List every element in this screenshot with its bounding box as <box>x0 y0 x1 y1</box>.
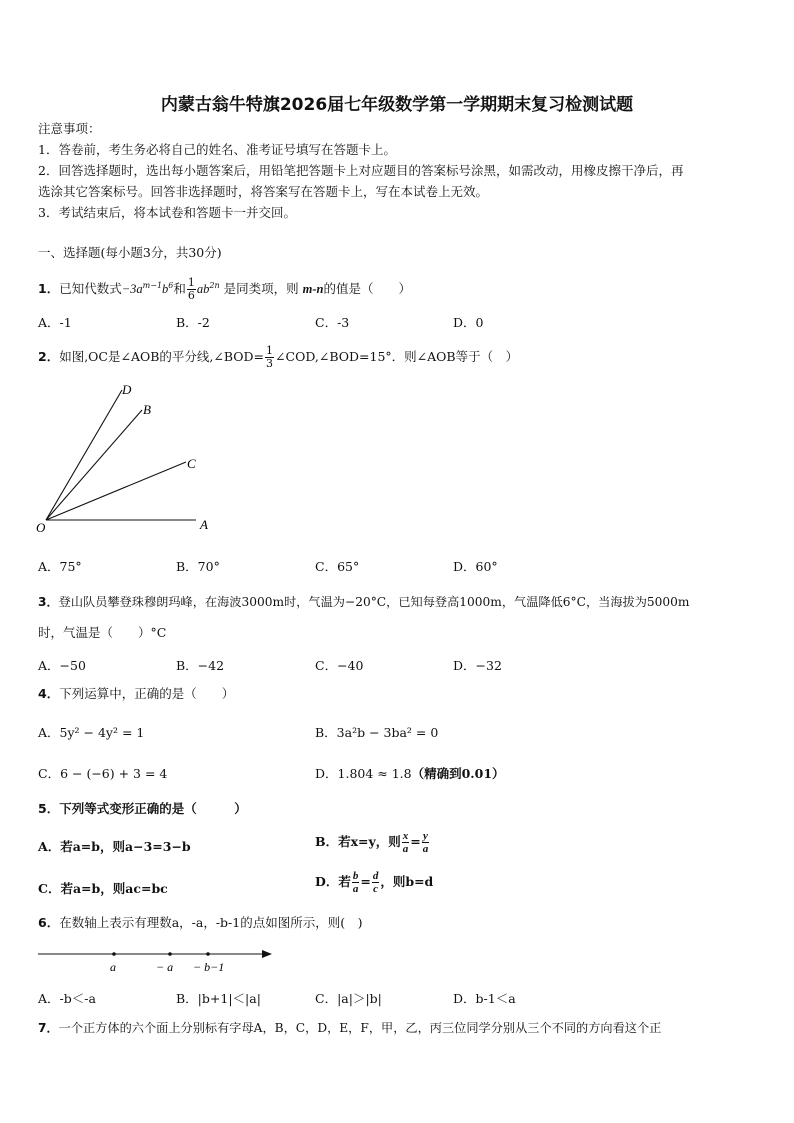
option-d: D．0 <box>453 315 484 330</box>
option-c: C．-3 <box>315 315 350 330</box>
notice-item-3: 3．考试结束后，将本试卷和答题卡一并交回。 <box>38 205 296 220</box>
option-d: D．b-1＜a <box>453 991 516 1006</box>
math-term: −3a <box>121 282 143 297</box>
question-number: 2． <box>38 349 60 364</box>
option-d-text: D．若 <box>315 874 351 889</box>
option-d: D．60° <box>453 559 498 574</box>
question-3-cont: 时，气温是（ ）°C <box>38 625 167 640</box>
question-number: 4． <box>38 686 60 701</box>
option-d: D．−32 <box>453 658 502 673</box>
fraction: $\frac{1}{3}$ <box>266 344 274 370</box>
option-a: A．-1 <box>38 315 72 330</box>
math-exponent: m−1 <box>142 281 163 290</box>
option-b: B．-2 <box>176 315 210 330</box>
question-text: 下列运算中，正确的是（ ） <box>59 686 235 701</box>
ray-ob <box>46 410 142 520</box>
option-d <box>315 870 433 895</box>
math-exponent: 2n <box>209 281 220 290</box>
question-text: 的值是（ ） <box>323 281 411 297</box>
question-text: 和 <box>173 281 186 297</box>
label-neg-b-1: − b−1 <box>193 960 225 974</box>
question-3 <box>38 594 689 610</box>
option-d-text: D．1.804 ≈ 1.8 <box>315 766 412 781</box>
option-b: B．3a²b − 3ba² = 0 <box>315 725 439 740</box>
option-a: A．75° <box>38 559 82 574</box>
option-a: A．-b＜-a <box>38 991 96 1006</box>
question-number: 5． <box>38 801 60 816</box>
option-a: A．−50 <box>38 658 86 673</box>
notice-item-2-cont: 选涂其它答案标号。回答非选择题时，将答案写在答题卡上，写在本试卷上无效。 <box>38 184 489 199</box>
option-b: B．|b+1|＜|a| <box>176 991 261 1006</box>
option-d-text: ，则b=d <box>380 874 434 889</box>
question-1 <box>38 275 411 302</box>
option-b-text: B．若x=y，则 <box>315 834 401 849</box>
label-o: O <box>36 520 46 535</box>
number-line <box>36 944 276 976</box>
math-term: ab <box>196 282 210 297</box>
question-4 <box>38 686 234 702</box>
question-6 <box>38 915 363 931</box>
math-term: b <box>162 282 169 297</box>
page-title: 内蒙古翁牛特旗2026届七年级数学第一学期期末复习检测试题 <box>160 95 634 115</box>
notice-heading: 注意事项： <box>38 121 101 136</box>
option-b <box>315 830 430 855</box>
question-number: 7． <box>38 1021 59 1035</box>
label-a: a <box>110 960 116 974</box>
question-text: 下列等式变形正确的是（ ） <box>59 801 247 816</box>
question-7 <box>38 1020 661 1036</box>
point-a <box>112 952 116 956</box>
option-c: C．65° <box>315 559 360 574</box>
section-heading: 一、选择题(每小题3分，共30分) <box>38 245 222 260</box>
fraction: $\frac{d}{c}$ <box>372 870 379 895</box>
question-number: 6． <box>38 915 60 930</box>
option-b: B．70° <box>176 559 220 574</box>
question-text: 一个正方体的六个面上分别标有字母A，B，C，D，E，F，甲，乙，丙三位同学分别从三个不同的方向看这个正 <box>58 1021 662 1035</box>
question-text: 登山队员攀登珠穆朗玛峰，在海波3000m时，气温为−20°C，已知每登高1000m，气温降低6°C，当海拔为5000m <box>58 595 690 609</box>
notice-item-1: 1．答卷前，考生务必将自己的姓名、准考证号填写在答题卡上。 <box>38 142 396 157</box>
equals-sign: = <box>410 834 421 849</box>
fraction: $\frac{x}{a}$ <box>402 830 409 855</box>
ray-od <box>46 390 122 520</box>
question-2 <box>38 343 518 371</box>
option-c: C．若a=b，则ac=bc <box>38 881 168 896</box>
question-text: 已知代数式 <box>59 281 122 297</box>
question-text: 在数轴上表示有理数a，-a，-b-1的点如图所示，则( ) <box>59 915 363 930</box>
axis-arrow <box>262 950 272 958</box>
fraction: $\frac{y}{a}$ <box>422 830 429 855</box>
label-a: A <box>200 517 208 532</box>
label-c: C <box>187 456 196 471</box>
question-number: 1． <box>38 281 60 297</box>
option-a: A．5y² − 4y² = 1 <box>38 725 145 740</box>
question-5 <box>38 801 247 817</box>
math-exponent: 6 <box>168 281 174 290</box>
point-neg-a <box>168 952 172 956</box>
question-text: 如图,OC是∠AOB的平分线,∠BOD= <box>59 349 265 364</box>
option-d-note: （精确到0.01） <box>411 766 505 781</box>
angle-figure <box>30 378 230 540</box>
option-c: C．−40 <box>315 658 364 673</box>
question-number: 3． <box>38 595 59 609</box>
option-d <box>315 764 505 782</box>
option-a: A．若a=b，则a−3=3−b <box>38 839 191 854</box>
point-neg-b-1 <box>206 952 210 956</box>
ray-oc <box>46 462 186 520</box>
notice-item-2: 2．回答选择题时，选出每小题答案后，用铅笔把答题卡上对应题目的答案标号涂黑，如需改动，用橡皮擦干净后，再 <box>38 163 684 178</box>
fraction: $\frac{1}{6}$ <box>187 276 195 303</box>
math-expression: m-n <box>302 282 324 297</box>
question-text: ∠COD,∠BOD=15°．则∠AOB等于（ ） <box>275 349 519 364</box>
label-neg-a: − a <box>156 960 174 974</box>
option-c: C．|a|＞|b| <box>315 991 382 1006</box>
question-text: 是同类项，则 <box>223 281 299 297</box>
option-b: B．−42 <box>176 658 225 673</box>
fraction: $\frac{b}{a}$ <box>352 870 359 895</box>
equals-sign: = <box>360 874 371 889</box>
option-c: C．6 − (−6) + 3 = 4 <box>38 766 168 781</box>
label-b: B <box>143 402 151 417</box>
label-d: D <box>122 382 132 397</box>
